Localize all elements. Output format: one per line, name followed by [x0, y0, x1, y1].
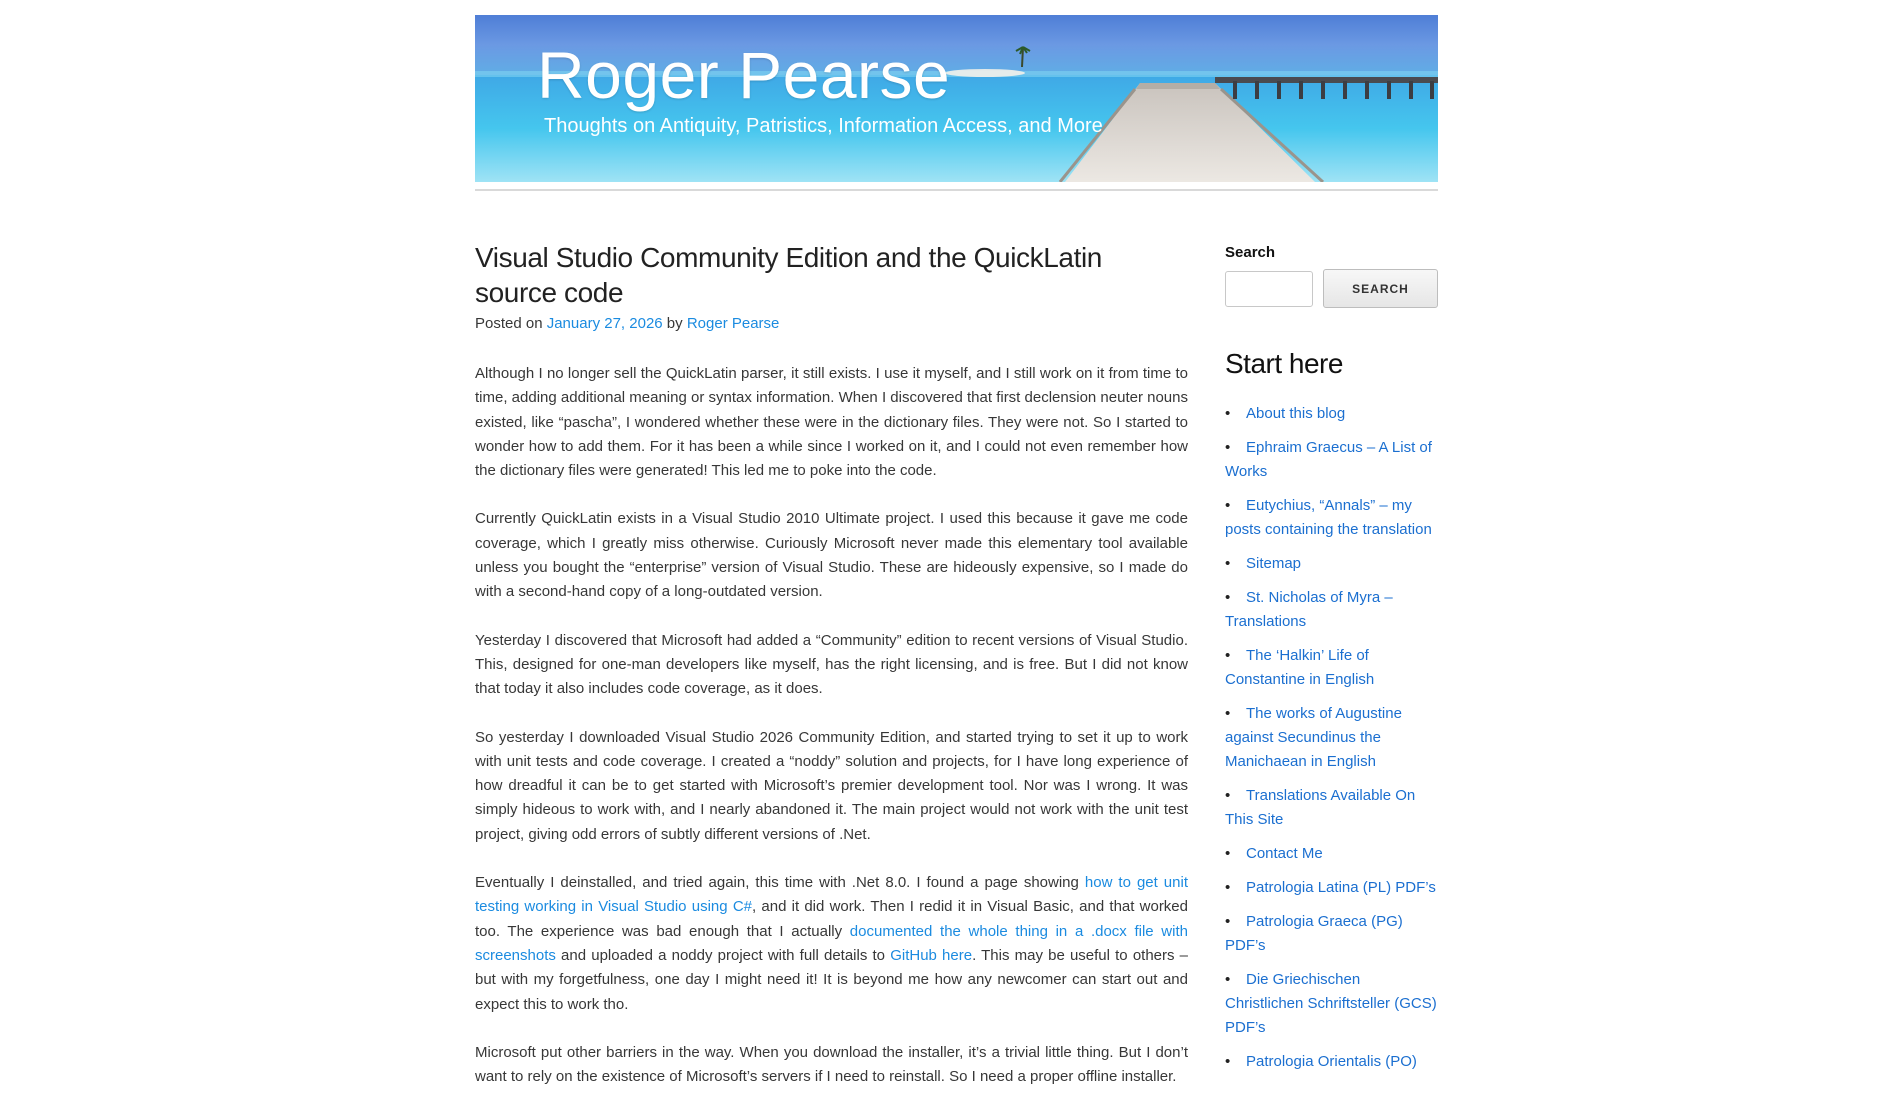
- post-article: [475, 240, 1188, 1113]
- post-paragraph: Currently QuickLatin exists in a Visual Studio 2010 Ultimate project. I used this because it gave me code coverage, which I greatly miss otherwise. Curiously Microsoft never made this elementary tool available unless you bought the “enterprise” version of Visual Studio. These are hideously expensive, so I made do with a second-hand copy of a long-outdated version.: [475, 510, 1188, 601]
- site-title[interactable]: Roger Pearse: [537, 38, 951, 112]
- paragraph-text: , and it did work. Then I redid it in Visual Basic, and that worked too. The experience was bad enough that I actually: [475, 898, 1188, 940]
- start-here-link[interactable]: Patrologia Orientalis (PO): [1246, 1053, 1417, 1070]
- bullet-icon: •: [1225, 971, 1231, 988]
- bullet-icon: •: [1225, 1053, 1231, 1070]
- start-here-link[interactable]: St. Nicholas of Myra – Translations: [1225, 589, 1393, 630]
- by-label: by: [662, 315, 687, 332]
- list-item: [1225, 968, 1438, 1040]
- list-item: [1225, 1050, 1438, 1074]
- bullet-icon: •: [1225, 845, 1231, 862]
- bullet-icon: •: [1225, 705, 1231, 722]
- list-item: [1225, 494, 1438, 542]
- start-here-link[interactable]: Sitemap: [1246, 555, 1302, 572]
- search-form: [1225, 269, 1438, 308]
- start-here-link[interactable]: The ‘Halkin’ Life of Constantine in English: [1225, 647, 1375, 688]
- bullet-icon: •: [1225, 913, 1231, 930]
- start-here-link[interactable]: The works of Augustine against Secundinus the Manichaean in English: [1225, 705, 1402, 770]
- post-date-link[interactable]: January 27, 2026: [546, 315, 663, 332]
- search-input[interactable]: [1225, 271, 1313, 307]
- start-here-link[interactable]: Patrologia Latina (PL) PDF’s: [1246, 879, 1436, 896]
- list-item: [1225, 552, 1438, 576]
- list-item: [1225, 784, 1438, 832]
- paragraph-text: Eventually I deinstalled, and tried again, this time with .Net 8.0. I found a page showing: [475, 874, 1085, 892]
- bullet-icon: •: [1225, 879, 1231, 896]
- bullet-icon: •: [1225, 439, 1231, 456]
- post-meta: [475, 314, 1188, 334]
- list-item: [1225, 910, 1438, 958]
- start-here-list: [1225, 402, 1438, 1074]
- start-here-link[interactable]: Contact Me: [1246, 845, 1323, 862]
- bullet-icon: •: [1225, 405, 1231, 422]
- header-divider: [475, 189, 1438, 191]
- post-content: [475, 362, 1188, 1089]
- list-item: [1225, 436, 1438, 484]
- paragraph-text: and uploaded a noddy project with full details to: [555, 946, 891, 964]
- sidebar: [1225, 240, 1438, 1084]
- header-banner[interactable]: [475, 15, 1438, 182]
- start-here-link[interactable]: Translations Available On This Site: [1225, 787, 1416, 828]
- post-paragraph: [475, 871, 1188, 1017]
- posted-on-label: Posted on: [475, 315, 547, 332]
- list-item: [1225, 402, 1438, 426]
- bullet-icon: •: [1225, 787, 1231, 804]
- post-paragraph: Although I no longer sell the QuickLatin parser, it still exists. I use it myself, and I still work on it from time to time, adding additional meaning or syntax information. When I discovered that first declension neuter nouns existed, like “pascha”, I wondered whether these were in the dictionary files. They were not. So I started to wonder how to add them. For it has been a while since I worked on it, and I could not even remember how the dictionary files were generated! This led me to poke into the code.: [475, 365, 1188, 480]
- bullet-icon: •: [1225, 647, 1231, 664]
- bullet-icon: •: [1225, 497, 1231, 514]
- post-title[interactable]: Visual Studio Community Edition and the QuickLatin source code: [475, 242, 1102, 308]
- search-button[interactable]: SEARCH: [1323, 269, 1438, 308]
- post-paragraph: So yesterday I downloaded Visual Studio 2026 Community Edition, and started trying to set it up to work with unit tests and code coverage. I created a “noddy” solution and projects, for I have long experience of how dreadful it can be to get started with Microsoft’s premier development tool. Nor was I wrong. It was simply hideous to work with, and I nearly abandoned it. The main project would not work with the unit test project, giving odd errors of subtly different versions of .Net.: [475, 728, 1188, 843]
- search-label: Search: [1225, 244, 1276, 261]
- list-item: [1225, 876, 1438, 900]
- start-here-link[interactable]: Ephraim Graecus – A List of Works: [1225, 439, 1432, 480]
- start-here-link[interactable]: Die Griechischen Christlichen Schriftsteller (GCS) PDF’s: [1225, 971, 1437, 1036]
- start-here-link[interactable]: About this blog: [1246, 405, 1346, 422]
- list-item: [1225, 586, 1438, 634]
- bullet-icon: •: [1225, 555, 1231, 572]
- unit-testing-guide-link[interactable]: how to get unit testing working in Visual Studio using C#: [475, 874, 1188, 916]
- start-here-heading: Start here: [1225, 348, 1343, 379]
- list-item: [1225, 702, 1438, 774]
- paragraph-text: . This may be useful to others – but with my forgetfulness, one day I might need it! It is beyond me how any newcomer can start out and expect this to work tho.: [475, 946, 1189, 1013]
- start-here-link[interactable]: Patrologia Graeca (PG) PDF’s: [1225, 913, 1403, 954]
- site-description: Thoughts on Antiquity, Patristics, Information Access, and More: [544, 115, 1103, 137]
- post-paragraph: Yesterday I discovered that Microsoft had added a “Community” edition to recent versions of Visual Studio. This, designed for one-man developers like myself, has the right licensing, and is free. But I did not know that today it also includes code coverage, as it does.: [475, 631, 1188, 698]
- author-link[interactable]: Roger Pearse: [686, 315, 780, 332]
- docx-documentation-link[interactable]: documented the whole thing in a .docx file with screenshots: [475, 922, 1188, 964]
- list-item: [1225, 842, 1438, 866]
- list-item: [1225, 644, 1438, 692]
- post-paragraph: Microsoft put other barriers in the way. When you download the installer, it’s a trivial little thing. But I don’t want to rely on the existence of Microsoft’s servers if I need to reinstall. So I need a proper offline installer.: [475, 1043, 1188, 1086]
- start-here-link[interactable]: Eutychius, “Annals” – my posts containing the translation: [1225, 497, 1432, 538]
- github-link[interactable]: GitHub here: [890, 946, 973, 964]
- bullet-icon: •: [1225, 589, 1231, 606]
